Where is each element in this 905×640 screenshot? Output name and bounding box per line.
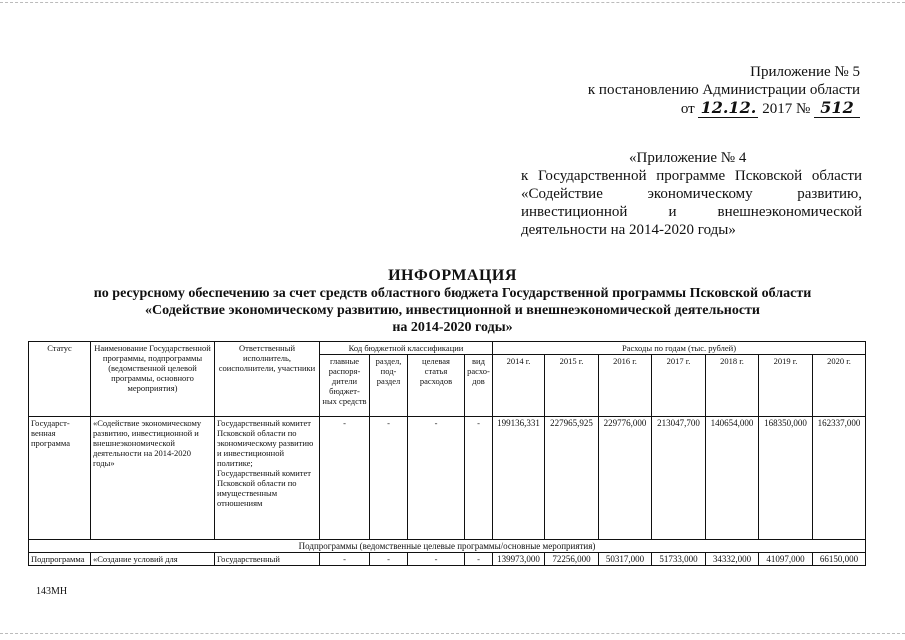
year-number-label: 2017 № — [762, 101, 811, 117]
header-budget-code: Код бюджетной классификации — [320, 342, 493, 355]
cell-value: 213047,700 — [652, 417, 706, 540]
cell-value: 227965,925 — [545, 417, 599, 540]
cell-status: Государст-венная программа — [29, 417, 91, 540]
cell-value: 72256,000 — [545, 553, 599, 566]
cell-value: 139973,000 — [493, 553, 545, 566]
title-line: по ресурсному обеспечению за счет средств областного бюджета Государственной программы Псковской области — [93, 286, 812, 301]
header-status: Статус — [29, 342, 91, 417]
cell-value: 51733,000 — [652, 553, 706, 566]
handwritten-date: 12.12. — [698, 99, 758, 118]
program-appendix-title: «Приложение № 4 — [629, 150, 747, 166]
header-year: 2017 г. — [652, 355, 706, 417]
header-name: Наименование Государственной программы, подпрограммы (ведомственной целевой программы, основного мероприятия) — [91, 342, 215, 417]
scan-edge-top — [0, 2, 905, 3]
header-code-section: раздел, под-раздел — [370, 355, 408, 417]
scan-edge-bottom — [0, 633, 905, 634]
appendix-header — [560, 63, 860, 118]
cell-value: 140654,000 — [706, 417, 759, 540]
resource-table — [28, 341, 866, 566]
cell-code: - — [320, 417, 370, 540]
cell-value: 162337,000 — [813, 417, 866, 540]
cell-value: 168350,000 — [759, 417, 813, 540]
header-expenses: Расходы по годам (тыс. рублей) — [493, 342, 866, 355]
header-executor: Ответственный исполнитель, соисполнители, участники — [215, 342, 320, 417]
table-row — [29, 417, 866, 540]
cell-code: - — [370, 553, 408, 566]
appendix-date-line — [560, 99, 860, 118]
program-appendix — [521, 149, 862, 239]
cell-name: «Содействие экономическому развитию, инвестиционной и внешнеэкономической деятельности на 2014-2020 годы» — [91, 417, 215, 540]
document-title — [30, 266, 875, 336]
header-year: 2019 г. — [759, 355, 813, 417]
cell-code: - — [465, 553, 493, 566]
header-code-grbs: главные распоря-дители бюджет-ных средств — [320, 355, 370, 417]
header-year: 2020 г. — [813, 355, 866, 417]
cell-executor: Государственный комитет Псковской области по экономическому развитию и инвестиционной политике; Государственный комитет Псковской области по имущественным отношениям — [215, 417, 320, 540]
appendix-title: Приложение № 5 — [750, 64, 860, 80]
cell-value: 66150,000 — [813, 553, 866, 566]
header-year: 2015 г. — [545, 355, 599, 417]
cell-code: - — [320, 553, 370, 566]
cell-value: 229776,000 — [599, 417, 652, 540]
cell-name: «Создание условий для — [91, 553, 215, 566]
header-year: 2018 г. — [706, 355, 759, 417]
header-code-target: целевая статья расходов — [408, 355, 465, 417]
cell-code: - — [408, 417, 465, 540]
cell-status: Подпрограмма — [29, 553, 91, 566]
title-heading: ИНФОРМАЦИЯ — [388, 267, 517, 284]
cell-executor: Государственный — [215, 553, 320, 566]
date-prefix: от — [680, 101, 695, 117]
program-appendix-line: «Содействие экономическому развитию, — [521, 186, 862, 202]
program-appendix-line: к Государственной программе Псковской области — [521, 168, 862, 184]
footer-mark: 143МН — [36, 586, 68, 597]
cell-value: 50317,000 — [599, 553, 652, 566]
cell-value: 199136,331 — [493, 417, 545, 540]
title-line: на 2014-2020 годы» — [392, 320, 513, 335]
cell-value: 34332,000 — [706, 553, 759, 566]
table-row — [29, 553, 866, 566]
header-code-type: вид расхо-дов — [465, 355, 493, 417]
subprograms-heading: Подпрограммы (ведомственные целевые программы/основные мероприятия) — [29, 540, 866, 553]
title-line: «Содействие экономическому развитию, инвестиционной и внешнеэкономической деятельности — [145, 303, 760, 318]
table-subheader-row — [29, 540, 866, 553]
header-year: 2016 г. — [599, 355, 652, 417]
cell-code: - — [465, 417, 493, 540]
handwritten-number: 512 — [814, 99, 860, 118]
appendix-resolution: к постановлению Администрации области — [587, 82, 860, 98]
cell-code: - — [370, 417, 408, 540]
cell-code: - — [408, 553, 465, 566]
program-appendix-line: деятельности на 2014-2020 годы» — [521, 222, 736, 238]
program-appendix-line: инвестиционной и внешнеэкономической — [521, 204, 862, 220]
header-year: 2014 г. — [493, 355, 545, 417]
cell-value: 41097,000 — [759, 553, 813, 566]
